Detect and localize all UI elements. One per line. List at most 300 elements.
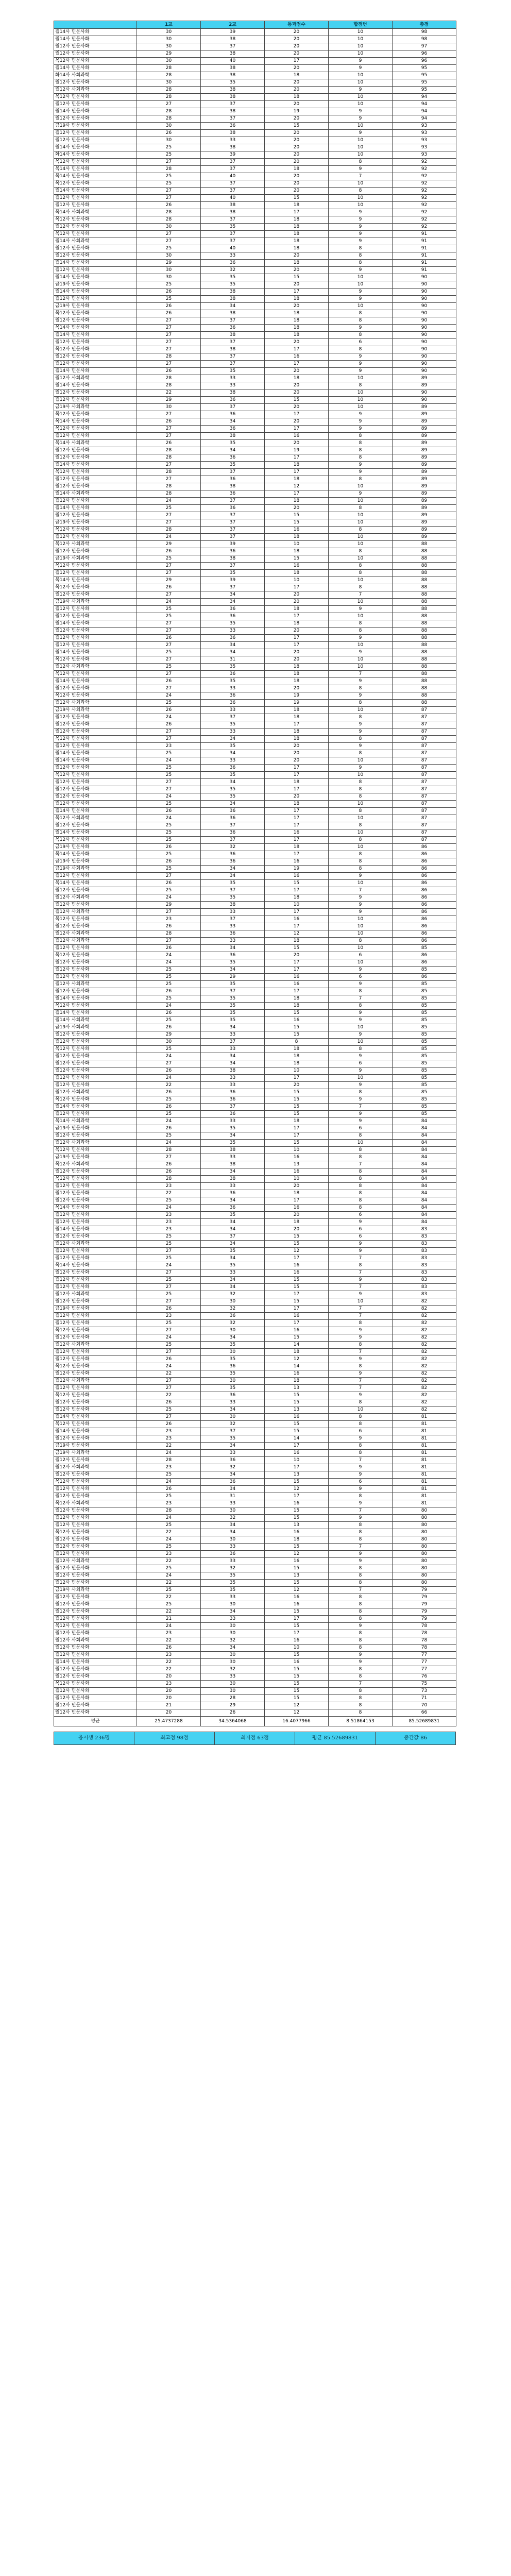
score-cell: 35 xyxy=(201,1385,265,1392)
score-cell: 17 xyxy=(265,642,329,649)
student-class-cell: 월12사 사회과학 xyxy=(54,894,137,902)
score-cell: 10 xyxy=(265,541,329,548)
score-cell: 18 xyxy=(265,310,329,317)
score-cell: 37 xyxy=(201,339,265,346)
table-row xyxy=(54,1053,456,1060)
score-cell: 8 xyxy=(329,1183,393,1190)
score-cell: 33 xyxy=(201,1544,265,1551)
score-cell: 89 xyxy=(393,426,456,433)
score-cell: 16 xyxy=(265,1154,329,1161)
score-cell: 18 xyxy=(265,1219,329,1226)
score-cell: 23 xyxy=(137,1313,201,1320)
score-cell: 24 xyxy=(137,534,201,541)
score-cell: 87 xyxy=(393,822,456,829)
score-cell: 25 xyxy=(137,1320,201,1327)
student-class-cell: 월14사 민문사화 xyxy=(54,382,137,389)
score-cell: 8 xyxy=(329,1399,393,1406)
student-class-cell: 목14사 민문사화 xyxy=(54,325,137,332)
student-class-cell: 월12사 민문사화 xyxy=(54,801,137,808)
table-row xyxy=(54,29,456,36)
table-row xyxy=(54,1176,456,1183)
score-cell: 88 xyxy=(393,635,456,642)
score-cell: 26 xyxy=(137,1125,201,1132)
table-row xyxy=(54,1370,456,1378)
score-cell: 33 xyxy=(201,685,265,692)
score-cell: 24 xyxy=(137,714,201,721)
score-cell: 90 xyxy=(393,339,456,346)
student-class-cell: 월12사 민문사화 xyxy=(54,1645,137,1652)
score-cell: 70 xyxy=(393,1702,456,1709)
student-class-cell: 월12사 사회과학 xyxy=(54,909,137,916)
score-cell: 38 xyxy=(201,1147,265,1154)
table-row xyxy=(54,793,456,801)
score-cell: 38 xyxy=(201,1161,265,1168)
score-cell: 10 xyxy=(329,512,393,519)
score-cell: 88 xyxy=(393,606,456,613)
student-class-cell: 월12사 사회과학 xyxy=(54,700,137,707)
score-cell: 25 xyxy=(137,1017,201,1024)
score-cell: 86 xyxy=(393,938,456,945)
score-cell: 8 xyxy=(329,786,393,793)
score-cell: 91 xyxy=(393,245,456,252)
table-row xyxy=(54,1269,456,1277)
score-cell: 92 xyxy=(393,195,456,202)
student-class-cell: 월12사 민문사화 xyxy=(54,1334,137,1342)
student-class-cell: 월12사 민문사화 xyxy=(54,923,137,930)
score-cell: 8 xyxy=(329,245,393,252)
table-row xyxy=(54,1565,456,1572)
score-cell: 8 xyxy=(329,793,393,801)
student-class-cell: 월12사 민문사화 xyxy=(54,714,137,721)
score-cell: 10 xyxy=(329,79,393,87)
score-cell: 15 xyxy=(265,397,329,404)
table-row xyxy=(54,1284,456,1291)
score-cell: 20 xyxy=(137,1673,201,1681)
student-class-cell: 월12사 민문사화 xyxy=(54,765,137,772)
score-cell: 96 xyxy=(393,50,456,58)
score-cell: 34 xyxy=(201,1277,265,1284)
table-row xyxy=(54,1356,456,1363)
table-row xyxy=(54,1349,456,1356)
student-class-cell: 목14사 사회과학 xyxy=(54,1118,137,1125)
student-class-cell: 목12사 민문사화 xyxy=(54,656,137,664)
table-row xyxy=(54,1118,456,1125)
score-cell: 9 xyxy=(329,1118,393,1125)
score-cell: 22 xyxy=(137,1082,201,1089)
table-row xyxy=(54,1031,456,1039)
score-cell: 16 xyxy=(265,1601,329,1608)
score-cell: 8 xyxy=(329,382,393,389)
score-cell: 89 xyxy=(393,440,456,447)
score-cell: 9 xyxy=(329,1096,393,1104)
score-cell: 25 xyxy=(137,866,201,873)
summary-average: 평균 85.52689831 xyxy=(295,1732,376,1744)
score-cell: 25 xyxy=(137,1406,201,1414)
score-cell: 6 xyxy=(329,339,393,346)
score-cell: 18 xyxy=(265,224,329,231)
score-cell: 95 xyxy=(393,87,456,94)
student-class-cell: 월12사 민문사화 xyxy=(54,1493,137,1500)
table-row xyxy=(54,541,456,548)
score-cell: 25 xyxy=(137,1601,201,1608)
table-row xyxy=(54,1616,456,1623)
score-cell: 82 xyxy=(393,1385,456,1392)
score-cell: 90 xyxy=(393,368,456,375)
score-cell: 18 xyxy=(265,166,329,173)
score-cell: 86 xyxy=(393,959,456,967)
student-class-cell: 월12사 민문사화 xyxy=(54,1197,137,1205)
student-class-cell: 목12사 민문사화 xyxy=(54,952,137,959)
score-cell: 18 xyxy=(265,216,329,224)
score-cell: 40 xyxy=(201,58,265,65)
score-cell: 38 xyxy=(201,296,265,303)
student-class-cell: 월12사 민문사화 xyxy=(54,43,137,50)
score-cell: 86 xyxy=(393,952,456,959)
score-cell: 18 xyxy=(265,260,329,267)
score-cell: 23 xyxy=(137,1652,201,1659)
score-cell: 28 xyxy=(137,1176,201,1183)
student-class-cell: 월12사 사회과학 xyxy=(54,1378,137,1385)
score-cell: 26 xyxy=(137,1399,201,1406)
student-class-cell: 월12사 민문사화 xyxy=(54,1601,137,1608)
score-cell: 15 xyxy=(265,1233,329,1241)
score-cell: 86 xyxy=(393,902,456,909)
score-cell: 80 xyxy=(393,1572,456,1580)
score-cell: 33 xyxy=(201,1399,265,1406)
score-cell: 89 xyxy=(393,527,456,534)
score-cell: 10 xyxy=(329,555,393,563)
score-cell: 9 xyxy=(329,1486,393,1493)
student-class-cell: 월12사 민문사화 xyxy=(54,1320,137,1327)
score-cell: 84 xyxy=(393,1118,456,1125)
student-class-cell: 월12사 민문사화 xyxy=(54,296,137,303)
score-cell: 9 xyxy=(329,87,393,94)
table-row xyxy=(54,339,456,346)
score-cell: 17 xyxy=(265,988,329,995)
score-cell: 95 xyxy=(393,72,456,79)
student-class-cell: 월14사 민문사화 xyxy=(54,188,137,195)
score-cell: 34 xyxy=(201,1226,265,1233)
score-cell: 18 xyxy=(265,1349,329,1356)
score-cell: 79 xyxy=(393,1608,456,1616)
score-cell: 14 xyxy=(265,1363,329,1370)
score-cell: 20 xyxy=(265,404,329,411)
score-cell: 88 xyxy=(393,570,456,577)
table-row xyxy=(54,858,456,866)
score-cell: 15 xyxy=(265,1096,329,1104)
student-class-cell: 목14사 민문사화 xyxy=(54,418,137,426)
score-cell: 85 xyxy=(393,1003,456,1010)
score-cell: 15 xyxy=(265,1507,329,1515)
score-cell: 85 xyxy=(393,988,456,995)
score-cell: 28 xyxy=(137,527,201,534)
score-cell: 24 xyxy=(137,959,201,967)
score-cell: 16 xyxy=(265,1262,329,1269)
score-cell: 22 xyxy=(137,1659,201,1666)
score-cell: 18 xyxy=(265,94,329,101)
score-cell: 30 xyxy=(137,267,201,274)
score-cell: 24 xyxy=(137,1118,201,1125)
score-cell: 37 xyxy=(201,166,265,173)
score-cell: 30 xyxy=(201,1536,265,1544)
table-row xyxy=(54,656,456,664)
score-cell: 20 xyxy=(265,173,329,180)
score-cell: 37 xyxy=(201,469,265,476)
score-cell: 27 xyxy=(137,1378,201,1385)
score-cell: 9 xyxy=(329,1053,393,1060)
table-row xyxy=(54,1385,456,1392)
score-cell: 8 xyxy=(329,1630,393,1637)
score-cell: 30 xyxy=(137,43,201,50)
student-class-cell: 월12사 민문사화 xyxy=(54,397,137,404)
table-row xyxy=(54,462,456,469)
student-class-cell: 월12사 민문사화 xyxy=(54,1349,137,1356)
student-class-cell: 금19사 민문사화 xyxy=(54,1306,137,1313)
score-cell: 8 xyxy=(329,822,393,829)
student-class-cell: 월12사 사회과학 xyxy=(54,1140,137,1147)
score-cell: 35 xyxy=(201,1342,265,1349)
table-row xyxy=(54,58,456,65)
score-cell: 20 xyxy=(265,1226,329,1233)
score-cell: 13 xyxy=(265,1161,329,1168)
score-cell: 37 xyxy=(201,714,265,721)
score-cell: 37 xyxy=(201,353,265,361)
table-row xyxy=(54,981,456,988)
score-cell: 22 xyxy=(137,1580,201,1587)
score-cell: 86 xyxy=(393,909,456,916)
table-row xyxy=(54,1248,456,1255)
score-cell: 25 xyxy=(137,1255,201,1262)
score-cell: 30 xyxy=(201,1659,265,1666)
score-cell: 17 xyxy=(265,1306,329,1313)
student-class-cell: 금19사 민문사화 xyxy=(54,1443,137,1450)
score-cell: 9 xyxy=(329,873,393,880)
score-cell: 39 xyxy=(201,577,265,584)
score-cell: 21 xyxy=(137,1616,201,1623)
score-cell: 9 xyxy=(329,289,393,296)
score-cell: 27 xyxy=(137,1385,201,1392)
score-cell: 14 xyxy=(265,1435,329,1443)
score-cell: 25 xyxy=(137,296,201,303)
score-cell: 17 xyxy=(265,721,329,728)
score-cell: 9 xyxy=(329,967,393,974)
score-cell: 37 xyxy=(201,1233,265,1241)
score-cell: 87 xyxy=(393,743,456,750)
score-cell: 90 xyxy=(393,332,456,339)
score-cell: 87 xyxy=(393,750,456,757)
score-cell: 85 xyxy=(393,1017,456,1024)
table-row xyxy=(54,1039,456,1046)
student-class-cell: 월12사 민문사화 xyxy=(54,1673,137,1681)
score-cell: 9 xyxy=(329,894,393,902)
score-cell: 16 xyxy=(265,563,329,570)
score-cell: 10 xyxy=(329,483,393,490)
table-row xyxy=(54,65,456,72)
student-class-cell: 월12사 민문사화 xyxy=(54,1298,137,1306)
score-cell: 88 xyxy=(393,628,456,635)
table-row xyxy=(54,1673,456,1681)
table-row xyxy=(54,108,456,115)
score-cell: 20 xyxy=(265,79,329,87)
student-class-cell: 월12사 민문사화 xyxy=(54,1471,137,1479)
score-cell: 89 xyxy=(393,462,456,469)
score-cell: 10 xyxy=(265,1645,329,1652)
score-cell: 35 xyxy=(201,793,265,801)
score-cell: 30 xyxy=(137,1039,201,1046)
score-cell: 25 xyxy=(137,180,201,188)
score-cell: 86 xyxy=(393,858,456,866)
table-row xyxy=(54,1695,456,1702)
table-row xyxy=(54,195,456,202)
score-cell: 37 xyxy=(201,238,265,245)
score-cell: 28 xyxy=(137,1507,201,1515)
score-cell: 8 xyxy=(329,447,393,454)
score-cell: 30 xyxy=(201,1327,265,1334)
table-row xyxy=(54,844,456,851)
table-row xyxy=(54,1457,456,1464)
score-cell: 15 xyxy=(265,274,329,281)
student-class-cell: 월12사 민문사화 xyxy=(54,202,137,209)
student-class-cell: 월12사 사회과학 xyxy=(54,1464,137,1471)
score-cell: 10 xyxy=(329,498,393,505)
score-cell: 15 xyxy=(265,1479,329,1486)
score-cell: 17 xyxy=(265,959,329,967)
header-cell: 1교 xyxy=(137,21,201,29)
score-cell: 27 xyxy=(137,779,201,786)
score-cell: 36 xyxy=(201,505,265,512)
score-cell: 18 xyxy=(265,620,329,628)
score-cell: 33 xyxy=(201,628,265,635)
student-class-cell: 목12사 민문사화 xyxy=(54,1421,137,1428)
score-cell: 77 xyxy=(393,1666,456,1673)
score-cell: 8 xyxy=(329,1522,393,1529)
score-cell: 10 xyxy=(329,923,393,930)
score-cell: 20 xyxy=(265,130,329,137)
student-class-cell: 월12사 민문사화 xyxy=(54,1544,137,1551)
score-cell: 39 xyxy=(201,29,265,36)
score-cell: 35 xyxy=(201,772,265,779)
student-class-cell: 목12사 민문사화 xyxy=(54,1681,137,1688)
table-row xyxy=(54,728,456,736)
score-cell: 8 xyxy=(329,1688,393,1695)
score-cell: 10 xyxy=(329,1140,393,1147)
score-cell: 8 xyxy=(329,548,393,555)
student-class-cell: 월12사 사회과학 xyxy=(54,664,137,671)
table-row xyxy=(54,620,456,628)
score-cell: 17 xyxy=(265,923,329,930)
score-cell: 27 xyxy=(137,736,201,743)
score-cell: 17 xyxy=(265,490,329,498)
score-cell: 22 xyxy=(137,1529,201,1536)
score-cell: 17 xyxy=(265,887,329,894)
score-cell: 87 xyxy=(393,721,456,728)
score-cell: 26 xyxy=(137,988,201,995)
score-cell: 26 xyxy=(137,635,201,642)
score-cell: 8 xyxy=(329,1645,393,1652)
score-cell: 25 xyxy=(137,1277,201,1284)
table-row xyxy=(54,909,456,916)
score-cell: 20 xyxy=(137,1695,201,1702)
student-class-cell: 월12사 민문사화 xyxy=(54,887,137,894)
student-class-cell: 월14사 민문사화 xyxy=(54,36,137,43)
score-cell: 34 xyxy=(201,873,265,880)
score-cell: 17 xyxy=(265,1443,329,1450)
student-class-cell: 월14사 민문사화 xyxy=(54,332,137,339)
score-cell: 36 xyxy=(201,815,265,822)
score-cell: 18 xyxy=(265,678,329,685)
score-cell: 83 xyxy=(393,1241,456,1248)
student-class-cell: 월12사 민문사화 xyxy=(54,1132,137,1140)
score-cell: 17 xyxy=(265,426,329,433)
score-cell: 87 xyxy=(393,829,456,837)
score-cell: 27 xyxy=(137,873,201,880)
score-cell: 25 xyxy=(137,245,201,252)
score-cell: 39 xyxy=(201,541,265,548)
score-cell: 27 xyxy=(137,519,201,527)
score-cell: 10 xyxy=(329,829,393,837)
score-cell: 85 xyxy=(393,1111,456,1118)
table-row xyxy=(54,988,456,995)
score-cell: 90 xyxy=(393,353,456,361)
score-cell: 36 xyxy=(201,1363,265,1370)
score-cell: 10 xyxy=(329,916,393,923)
score-cell: 23 xyxy=(137,1226,201,1233)
score-table xyxy=(54,21,456,1726)
score-cell: 34 xyxy=(201,1334,265,1342)
score-cell: 90 xyxy=(393,317,456,325)
score-cell: 33 xyxy=(201,137,265,144)
score-cell: 88 xyxy=(393,700,456,707)
student-class-cell: 월12사 사회과학 xyxy=(54,981,137,988)
score-cell: 20 xyxy=(265,757,329,765)
score-cell: 15 xyxy=(265,1544,329,1551)
score-cell: 84 xyxy=(393,1176,456,1183)
student-class-cell: 월12사 민문사화 xyxy=(54,1435,137,1443)
score-cell: 9 xyxy=(329,728,393,736)
score-cell: 27 xyxy=(137,1349,201,1356)
score-cell: 10 xyxy=(329,281,393,289)
score-cell: 10 xyxy=(329,404,393,411)
student-class-cell: 금19사 사회과학 xyxy=(54,1587,137,1594)
table-row xyxy=(54,1493,456,1500)
score-cell: 6 xyxy=(329,1233,393,1241)
score-cell: 26 xyxy=(201,1709,265,1717)
summary-bar xyxy=(54,1732,456,1745)
score-cell: 8 xyxy=(329,851,393,858)
score-cell: 28 xyxy=(201,1695,265,1702)
score-cell: 10 xyxy=(329,144,393,151)
score-cell: 22 xyxy=(137,1608,201,1616)
score-cell: 27 xyxy=(137,656,201,664)
student-class-cell: 월14사 민문사화 xyxy=(54,1010,137,1017)
score-cell: 34 xyxy=(201,1053,265,1060)
score-cell: 16 xyxy=(265,353,329,361)
score-cell: 6 xyxy=(329,1212,393,1219)
student-class-cell: 목12사 민문사화 xyxy=(54,692,137,700)
table-row xyxy=(54,447,456,454)
score-cell: 24 xyxy=(137,952,201,959)
score-cell: 8 xyxy=(329,858,393,866)
table-row xyxy=(54,245,456,252)
score-cell: 35 xyxy=(201,721,265,728)
table-row xyxy=(54,1529,456,1536)
score-cell: 27 xyxy=(137,563,201,570)
score-cell: 81 xyxy=(393,1471,456,1479)
score-cell: 30 xyxy=(201,1623,265,1630)
score-cell: 88 xyxy=(393,599,456,606)
score-cell: 24 xyxy=(137,1450,201,1457)
score-cell: 35 xyxy=(201,570,265,577)
